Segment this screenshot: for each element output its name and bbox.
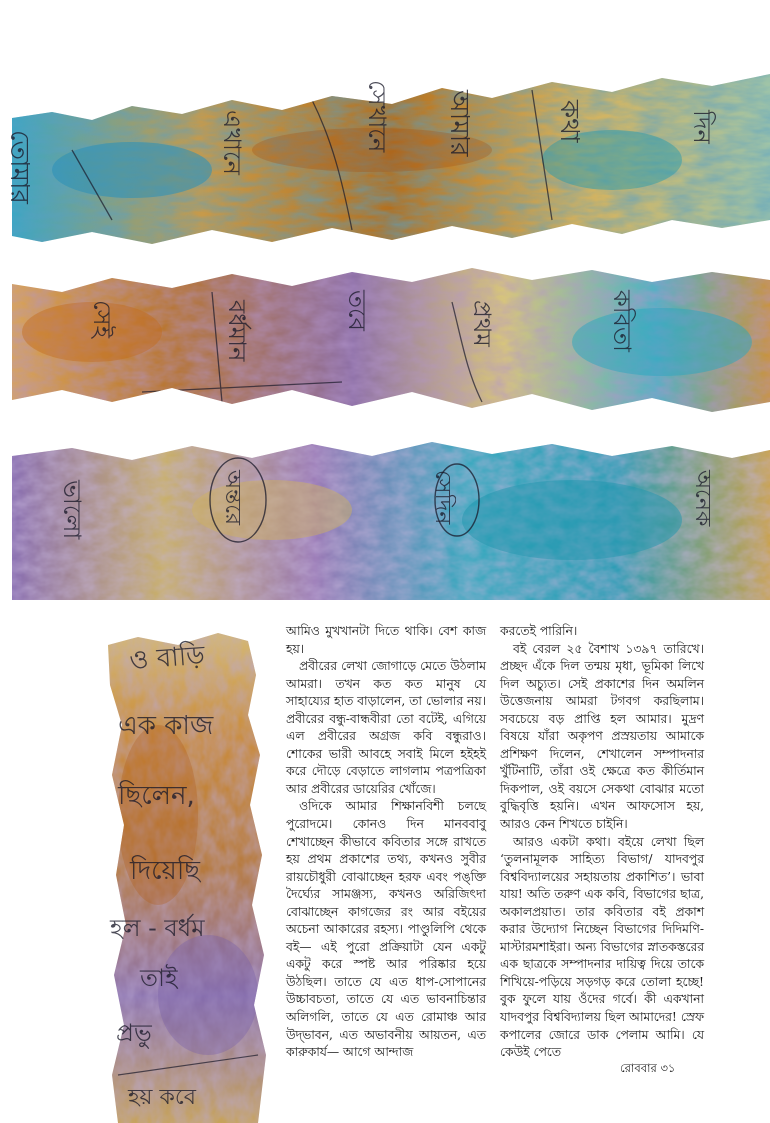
handwriting-word: অন্তরে [220, 470, 245, 526]
handwriting-word: দিয়েছি [130, 856, 201, 886]
collage-strip-middle [12, 262, 770, 437]
handwriting-word: প্রভু [116, 1019, 152, 1047]
article-paragraph: প্রবীরের লেখা জোগাড়ে মেতে উঠলাম আমরা। তখন কত কত মানুষ যে সাহায্যের হাত বাড়ালেন, তা ভোলার নয়। প্রবীরের বন্ধু-বান্ধবীরা তো বটেই, এগিয়ে এল প্রবীরের অগ্রজ কবি বন্ধুরাও। শোকের ভারী আবহে সবাই মিলে হইহই করে দৌড়ে বেড়াতে লাগলাম পত্রপত্রিকা আর প্রবীরের ডায়েরির খোঁজে। [286, 659, 486, 796]
handwriting-word: ও বাড়ি [128, 640, 206, 676]
handwriting-word: হয় কবে [128, 1085, 196, 1110]
collage-strip-bottom [12, 440, 770, 600]
handwriting-word: তোমার [4, 130, 34, 204]
article-paragraph: আরও একটা কথা। বইয়ে লেখা ছিল ‘তুলনামূলক সাহিত্য বিভাগ/ যাদবপুর বিশ্ববিদ্যালয়ের সহায়তায় প্রকাশিত’। ভাবা যায়! অতি তরুণ এক কবি, বিভাগের ছাত্র, অকালপ্রয়াত। তার কবিতার বই প্রকাশ করার উদ্যোগ নিচ্ছেন বিভাগের দিদিমণি-মাস্টারমশাইরা। অন্য বিভাগের স্নাতকস্তরের এক ছাত্রকে সম্পাদনার দায়িত্ব দিয়ে তাকে শিখিয়ে-পড়িয়ে সড়গড় করে তোলা হচ্ছে! বুক ফুলে যায় ওঁদের গর্বে। কী একখানা যাদবপুর বিশ্ববিদ্যালয় ছিল আমাদের! স্রেফ কপালের জোরে ডাক পেলাম আমি। যে কেউই পেতে [500, 834, 704, 1060]
handwriting-word: কবিতা [608, 290, 636, 352]
handwriting-word: হল - বর্ধম [110, 914, 205, 942]
article-column-middle [286, 623, 486, 1062]
page-footer: রোববার ৩১ [620, 1061, 676, 1075]
handwriting-word: প্রথম [468, 300, 496, 347]
article-column-right [500, 623, 704, 1062]
handwriting-word: তবে [343, 290, 371, 332]
handwriting-word: দিন [688, 110, 716, 144]
handwriting-word: সেদিন [430, 470, 455, 525]
handwriting-word: সেখানে [363, 80, 391, 153]
handwriting-word: এক কাজ [118, 711, 214, 741]
handwriting-word: বর্ধমান [223, 300, 251, 362]
handwriting-word: ছিলেন, [118, 781, 195, 811]
article-paragraph: আমিও মুখখানটা দিতে থাকি। বেশ কাজ হয়। [286, 624, 486, 656]
article-paragraph: বই বেরল ২৫ বৈশাখ ১৩৯৭ তারিখে। প্রচ্ছদ এঁকে দিল তন্ময় মৃধা, ভূমিকা লিখে দিল অচ্যুত। সেই প্রকাশের দিন অমলিন উত্তেজনায় আমরা টগবগ করছিলাম। সবচেয়ে বড় প্রাপ্তি হল আমার। মুদ্রণ বিষয়ে যাঁরা অকৃপণ প্রস্রয়তায় আমাকে প্রশিক্ষণ দিলেন, শেখালেন সম্পাদনার খুঁটিনাটি, তাঁরা ওই ক্ষেত্রে কত কীর্তিমান দিকপাল, ওই বয়সে সেকথা বোঝার মতো বুদ্ধিবৃত্তি হয়নি। এখন আফসোস হয়, আরও কেন শিখতে চাইনি। [500, 641, 704, 832]
handwriting-word: সেই [88, 300, 116, 339]
handwriting-word: কথা [554, 100, 584, 143]
torn-paper-texture [12, 440, 770, 600]
handwriting-word: আমার [444, 90, 474, 157]
article-paragraph: ওদিকে আমার শিক্ষানবিশী চলছে পুরোদমে। কোনও দিন মানববাবু শেখাচ্ছেন কীভাবে কবিতার সঙ্গে রাখতে হয় প্রথম প্রকাশের তথ্য, কখনও সুবীর রায়চৌধুরী বোঝাচ্ছেন হরফ এবং পঙ্‌ক্তি দৈর্ঘ্যের সামঞ্জস্য, কখনও অরিজিৎদা বোঝাচ্ছেন কাগজের রং আর বইয়ের অচেনা আকারের রহস্য। পাণ্ডুলিপি থেকে বই— এই পুরো প্রক্রিয়াটা যেন একটু একটু করে স্পষ্ট আর পরিষ্কার হয়ে উঠছিল। তাতে যে এত ধাপ-সোপানের উচ্চাবচতা, তাতে যে এত ভাবনাচিন্তার অলিগলি, তাতে যে এত রোমাঞ্চ আর উদ্‌ভাবন, এত অভাবনীয় আয়তন, এত কারুকার্য— আগে আন্দাজ [286, 799, 486, 1060]
torn-paper-texture [12, 262, 770, 437]
handwriting-word: অনেক [690, 470, 715, 527]
article-paragraph: করতেই পারিনি। [500, 624, 578, 638]
handwriting-word: তাই [140, 964, 178, 992]
handwriting-word: ভালো [58, 480, 86, 540]
handwriting-word: এখানে [218, 110, 246, 175]
